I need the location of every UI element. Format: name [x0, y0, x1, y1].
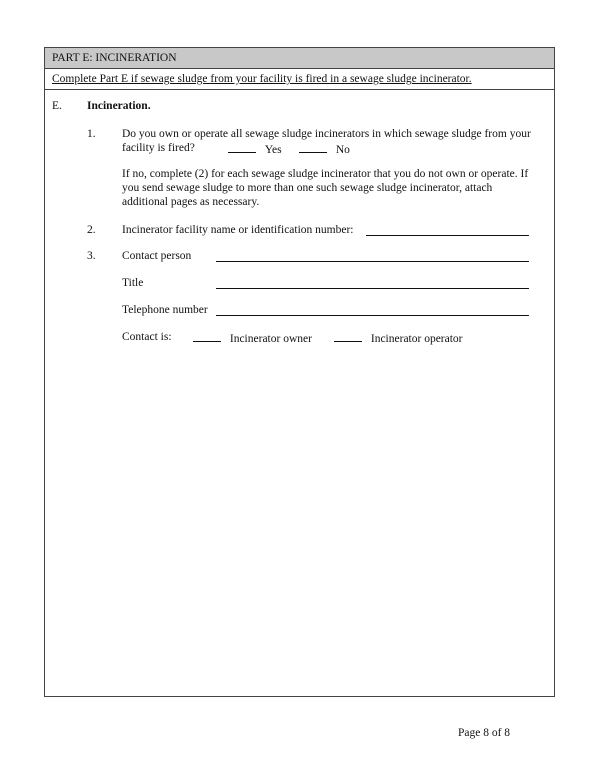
q1-yes-label: Yes: [264, 144, 282, 156]
q1-text-line2: facility is fired?: [122, 142, 195, 154]
section-title: Incineration.: [87, 100, 151, 112]
owner-option[interactable]: [193, 331, 312, 347]
q1-no-blank[interactable]: [299, 142, 327, 153]
contact-person-field[interactable]: [216, 251, 529, 262]
q1-no-option[interactable]: [299, 142, 350, 158]
operator-blank[interactable]: [334, 331, 362, 342]
contact-person-label: Contact person: [122, 250, 192, 262]
q1-yes-option[interactable]: [228, 142, 282, 158]
section-letter: E.: [52, 100, 62, 112]
page-number: Page 8 of 8: [458, 727, 511, 739]
telephone-field[interactable]: [216, 305, 529, 316]
q1-note-line1: If no, complete (2) for each sewage sludge incinerator that you do not own or operate. If: [122, 168, 529, 180]
q2-label: Incinerator facility name or identification number:: [122, 224, 354, 236]
q1-text-line1: Do you own or operate all sewage sludge incinerators in which sewage sludge from your: [122, 128, 531, 140]
q1-note-line2: you send sewage sludge to more than one such sewage sludge incinerator, attach: [122, 182, 493, 194]
telephone-label: Telephone number: [122, 304, 208, 316]
title-field[interactable]: [216, 278, 529, 289]
q1-number: 1.: [87, 128, 96, 140]
q3-number: 3.: [87, 250, 96, 262]
intro-instruction: Complete Part E if sewage sludge from your facility is fired in a sewage sludge incinerator.: [45, 69, 554, 90]
q1-note-line3: additional pages as necessary.: [122, 196, 260, 208]
section-header: PART E: INCINERATION: [45, 48, 554, 69]
owner-blank[interactable]: [193, 331, 221, 342]
owner-label: Incinerator owner: [229, 333, 312, 345]
q2-number: 2.: [87, 224, 96, 236]
q1-no-label: No: [335, 144, 350, 156]
title-label: Title: [122, 277, 144, 289]
q1-yes-blank[interactable]: [228, 142, 256, 153]
operator-option[interactable]: [334, 331, 463, 347]
q2-facility-field[interactable]: [366, 225, 529, 236]
operator-label: Incinerator operator: [370, 333, 463, 345]
contact-is-label: Contact is:: [122, 331, 172, 343]
